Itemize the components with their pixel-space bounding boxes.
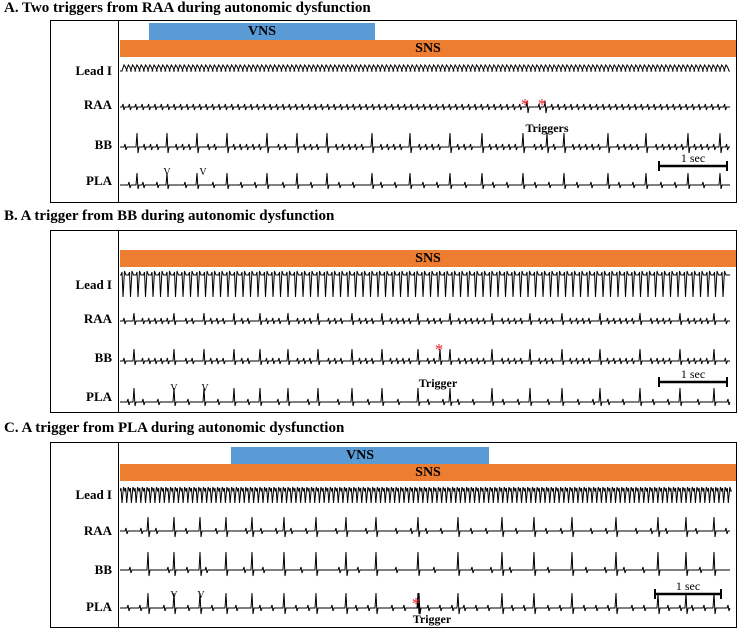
panel-b-traces bbox=[120, 231, 736, 412]
lead-label-lead-i: Lead I bbox=[75, 63, 112, 78]
scale-bar-label: 1 sec bbox=[680, 367, 706, 381]
vns-bar: VNS bbox=[231, 447, 489, 464]
trigger-asterisk: * bbox=[520, 95, 530, 114]
panel-a-traces bbox=[120, 21, 736, 202]
sns-bar: SNS bbox=[120, 40, 736, 57]
lead-i-trace bbox=[120, 65, 730, 71]
raa-trace bbox=[120, 517, 730, 537]
v-marker: V bbox=[170, 590, 178, 601]
lead-label-bb: BB bbox=[94, 350, 112, 365]
trigger-asterisk: * bbox=[411, 594, 421, 613]
scale-bar bbox=[659, 151, 727, 171]
lead-label-bb: BB bbox=[94, 562, 112, 577]
v-marker: V bbox=[201, 383, 209, 394]
lead-label-bb: BB bbox=[94, 137, 112, 152]
scale-bar-label: 1 sec bbox=[675, 579, 701, 593]
trigger-label: Trigger bbox=[412, 612, 452, 626]
raa-trace bbox=[120, 101, 730, 113]
panel-a-lead-labels bbox=[51, 21, 119, 202]
panel-c-title: C. A trigger from PLA during autonomic dysfunction bbox=[4, 420, 345, 436]
lead-label-pla: PLA bbox=[86, 599, 112, 614]
panel-a-figure bbox=[50, 20, 737, 203]
panel-b-lead-labels bbox=[51, 231, 119, 412]
trigger-asterisk: * bbox=[537, 95, 547, 114]
trigger-asterisk: * bbox=[434, 340, 444, 359]
raa-trace bbox=[120, 313, 730, 325]
bb-trace bbox=[120, 349, 730, 365]
panel-b-title: B. A trigger from BB during autonomic dysfunction bbox=[4, 208, 335, 224]
v-marker: V bbox=[199, 167, 207, 178]
v-marker: V bbox=[197, 590, 205, 601]
v-marker: V bbox=[170, 383, 178, 394]
lead-label-raa: RAA bbox=[83, 523, 112, 538]
lead-label-lead-i: Lead I bbox=[75, 277, 112, 292]
sns-bar: SNS bbox=[120, 464, 736, 481]
trigger-label: Triggers bbox=[525, 121, 569, 135]
vns-bar: VNS bbox=[149, 23, 375, 40]
bb-trace bbox=[120, 133, 730, 153]
trigger-label: Trigger bbox=[418, 376, 458, 390]
lead-label-pla: PLA bbox=[86, 173, 112, 188]
pla-trace bbox=[120, 173, 730, 189]
sns-bar: SNS bbox=[120, 250, 736, 267]
panel-b-figure bbox=[50, 230, 737, 413]
panel-a-title: A. Two triggers from RAA during autonomic dysfunction bbox=[4, 0, 371, 16]
panel-c-figure bbox=[50, 442, 737, 628]
scale-bar bbox=[655, 579, 721, 599]
pla-trace bbox=[120, 593, 730, 614]
scale-bar-label: 1 sec bbox=[680, 151, 706, 165]
lead-i-trace bbox=[120, 487, 731, 503]
bb-trace bbox=[120, 552, 730, 576]
pla-trace bbox=[120, 388, 730, 406]
v-marker: V bbox=[163, 167, 171, 178]
lead-label-lead-i: Lead I bbox=[75, 487, 112, 502]
lead-label-raa: RAA bbox=[83, 311, 112, 326]
lead-i-trace bbox=[120, 271, 730, 297]
lead-label-raa: RAA bbox=[83, 97, 112, 112]
panel-c-traces bbox=[120, 443, 736, 627]
scale-bar bbox=[659, 367, 727, 387]
lead-label-pla: PLA bbox=[86, 389, 112, 404]
panel-c-lead-labels bbox=[51, 443, 119, 627]
